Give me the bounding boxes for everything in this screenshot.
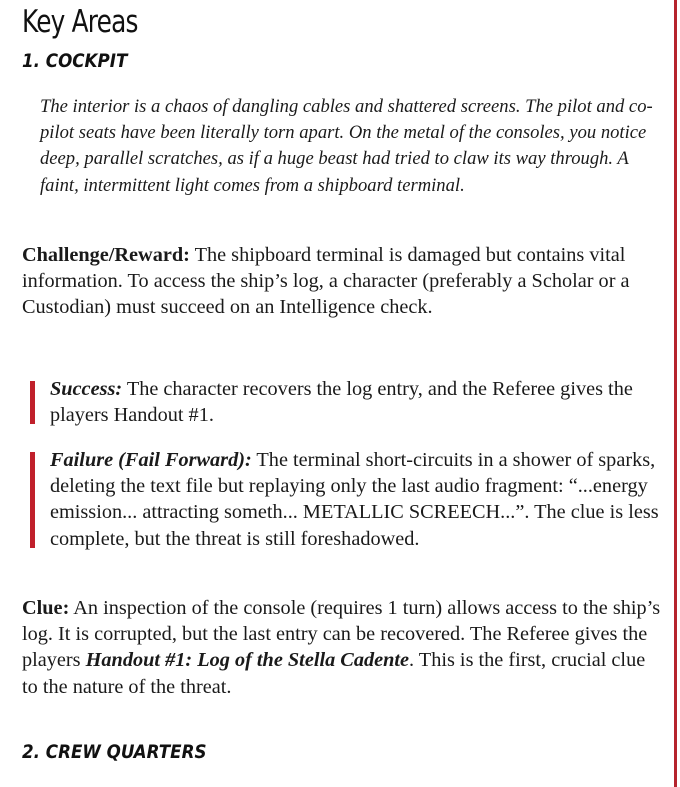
failure-label: Failure (Fail Forward): <box>50 449 252 471</box>
failure-accent-bar <box>30 452 35 548</box>
section-heading-cockpit: 1. COCKPIT <box>22 50 128 72</box>
clue-text-before: An inspection of the console (requires 1 turn) allows access to the ship’s log. It is corrupted, but the last entry can be recovered. The Referee gives the players <box>22 597 661 672</box>
clue-paragraph <box>22 595 662 700</box>
failure-outcome <box>30 447 660 552</box>
challenge-reward-text: The shipboard terminal is damaged but contains vital information. To access the ship’s log, a character (preferably a Scholar or a Custodian) must succeed on an Intelligence check. <box>22 244 630 319</box>
success-outcome <box>30 376 660 428</box>
page-edge-rule <box>674 0 677 787</box>
success-accent-bar <box>30 381 35 424</box>
clue-text-after: . This is the first, crucial clue to the nature of the threat. <box>22 649 646 698</box>
read-aloud-text: The interior is a chaos of dangling cables and shattered screens. The pilot and co-pilot seats have been literally torn apart. On the metal of the consoles, you notice deep, parallel scratches, as if a huge beast had tried to claw its way through. A faint, intermittent light comes from a shipboard terminal. <box>40 96 653 196</box>
failure-text: The terminal short-circuits in a shower of sparks, deleting the text file but replaying only the last audio fragment: “...energy emission... attracting someth... METALLIC SCREECH...”. The clue is less complete, but the threat is still foreshadowed. <box>50 449 659 550</box>
clue-label: Clue: <box>22 597 70 619</box>
challenge-reward-label: Challenge/Reward: <box>22 244 190 266</box>
success-paragraph <box>50 376 660 428</box>
page-title: Key Areas <box>22 4 138 40</box>
challenge-reward-paragraph <box>22 242 662 321</box>
section-heading-crew-quarters: 2. CREW QUARTERS <box>22 741 207 763</box>
handout-title: Handout #1: Log of the Stella Cadente <box>85 649 410 672</box>
failure-paragraph <box>50 447 660 552</box>
success-label: Success: <box>50 378 123 400</box>
success-text: The character recovers the log entry, and the Referee gives the players Handout #1. <box>50 378 633 427</box>
